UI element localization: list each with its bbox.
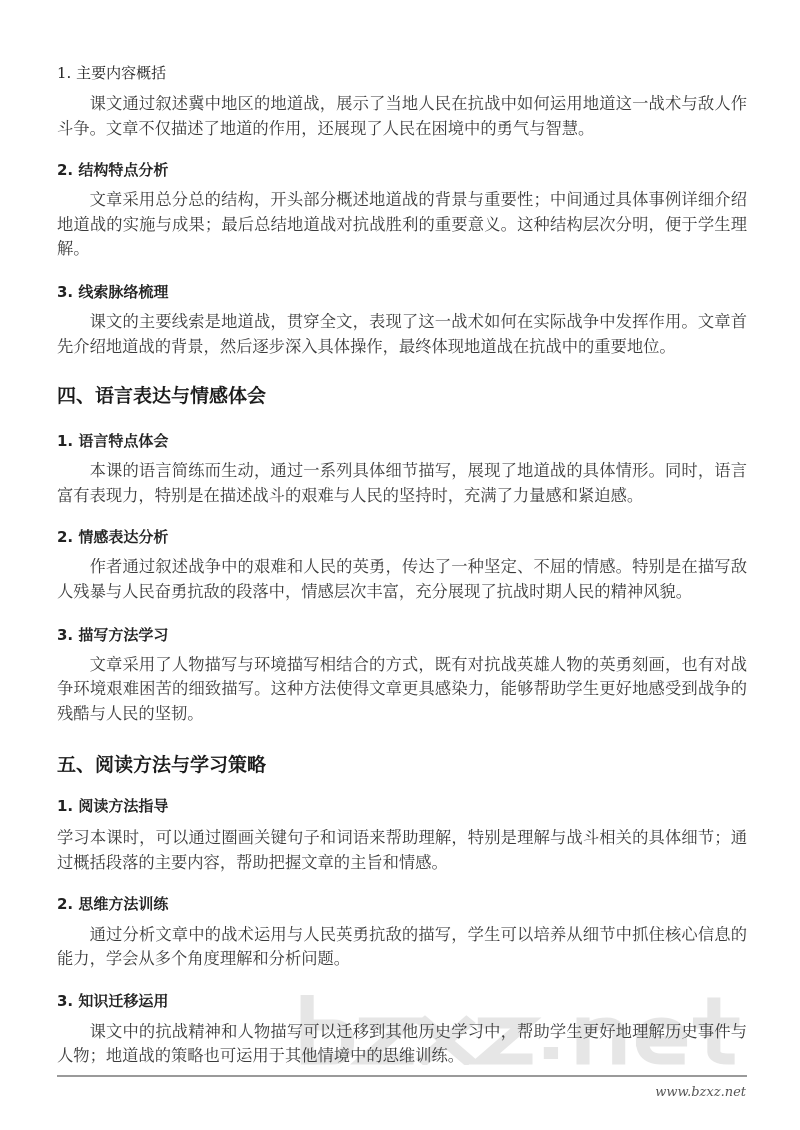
section-title-language: 四、语言表达与情感体会 xyxy=(57,385,267,408)
document-body xyxy=(57,61,747,1069)
subheading-thinking: 2. 思维方法训练 xyxy=(57,894,169,913)
paragraph-thinking: 通过分析文章中的战术运用与人民英勇抗敌的描写，学生可以培养从细节中抓住核心信息的能力，学会从多个角度理解和分析问题。 xyxy=(57,924,747,969)
footer-url: www.bzxz.net xyxy=(655,1085,746,1100)
subheading-structure: 2. 结构特点分析 xyxy=(57,161,169,180)
paragraph-main-content: 课文通过叙述冀中地区的地道战，展示了当地人民在抗战中如何运用地道这一战术与敌人作斗争。文章不仅描述了地道的作用，还展现了人民在困境中的勇气与智慧。 xyxy=(57,94,747,138)
footer-divider xyxy=(57,1075,747,1077)
paragraph-structure: 文章采用总分总的结构，开头部分概述地道战的背景与重要性；中间通过具体事例详细介绍地道战的实施与成果；最后总结地道战对抗战胜利的重要意义。这种结构层次分明，便于学生理解。 xyxy=(57,190,747,259)
section-title-reading: 五、阅读方法与学习策略 xyxy=(57,754,267,777)
paragraph-description-method: 文章采用了人物描写与环境描写相结合的方式，既有对抗战英雄人物的英勇刻画，也有对战争环境艰难困苦的细致描写。这种方法使得文章更具感染力，能够帮助学生更好地感受到战争的残酷与人民的坚韧。 xyxy=(57,654,747,723)
paragraph-emotion: 作者通过叙述战争中的艰难和人民的英勇，传达了一种坚定、不屈的情感。特别是在描写敌人残暴与人民奋勇抗敌的段落中，情感层次丰富，充分展现了抗战时期人民的精神风貌。 xyxy=(57,557,747,601)
subheading-description-method: 3. 描写方法学习 xyxy=(57,625,169,644)
subheading-reading-guide: 1. 阅读方法指导 xyxy=(57,797,169,816)
subheading-language-features: 1. 语言特点体会 xyxy=(57,432,169,451)
paragraph-transfer: 课文中的抗战精神和人物描写可以迁移到其他历史学习中，帮助学生更好地理解历史事件与人物；地道战的策略也可运用于其他情境中的思维训练。 xyxy=(57,1021,747,1066)
subheading-clue: 3. 线索脉络梳理 xyxy=(57,282,169,301)
subheading-emotion: 2. 情感表达分析 xyxy=(57,528,169,547)
paragraph-clue: 课文的主要线索是地道战，贯穿全文，表现了这一战术如何在实际战争中发挥作用。文章首先介绍地道战的背景，然后逐步深入具体操作，最终体现地道战在抗战中的重要地位。 xyxy=(57,311,747,356)
subheading-main-content: 1. 主要内容概括 xyxy=(57,64,167,82)
paragraph-language-features: 本课的语言简练而生动，通过一系列具体细节描写，展现了地道战的具体情形。同时，语言富有表现力，特别是在描述战斗的艰难与人民的坚持时，充满了力量感和紧迫感。 xyxy=(57,461,747,505)
paragraph-reading-guide: 学习本课时，可以通过圈画关键句子和词语来帮助理解，特别是理解与战斗相关的具体细节；通过概括段落的主要内容，帮助把握文章的主旨和情感。 xyxy=(57,828,747,872)
subheading-transfer: 3. 知识迁移运用 xyxy=(57,991,169,1010)
